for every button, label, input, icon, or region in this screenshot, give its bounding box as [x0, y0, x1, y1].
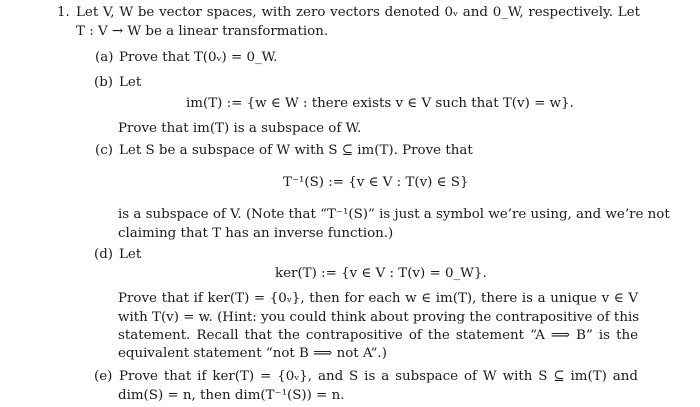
- part-d-formula: ker(T) := {v ∈ V : T(v) = 0_W}.: [275, 266, 487, 281]
- part-c-formula: T⁻¹(S) := {v ∈ V : T(v) ∈ S}: [283, 175, 469, 190]
- part-d-lead: Let: [119, 247, 142, 262]
- part-d-line3: statement. Recall that the contrapositive of the statement “A ⟹ B” is the: [118, 328, 638, 343]
- part-a-label: (a): [95, 50, 114, 65]
- part-b-lead: Let: [119, 75, 142, 90]
- problem-intro-line2: T : V → W be a linear transformation.: [76, 24, 329, 39]
- part-c-lead: Let S be a subspace of W with S ⊆ im(T). Prove that: [119, 143, 473, 158]
- part-e-label: (e): [94, 369, 113, 384]
- part-d-line2: with T(v) = w. (Hint: you could think about proving the contrapositive of this: [118, 310, 640, 325]
- part-d-label: (d): [94, 247, 114, 262]
- part-c-line1: is a subspace of V. (Note that “T⁻¹(S)” is just a symbol we’re using, and we’re not: [118, 207, 670, 222]
- problem-intro-line1: Let V, W be vector spaces, with zero vectors denoted 0ᵥ and 0_W, respectively. Let: [76, 5, 640, 20]
- part-b-formula: im(T) := {w ∈ W : there exists v ∈ V such that T(v) = w}.: [186, 96, 574, 111]
- part-d-line1: Prove that if ker(T) = {0ᵥ}, then for each w ∈ im(T), there is a unique v ∈ V: [118, 291, 638, 306]
- part-c-label: (c): [95, 143, 113, 158]
- part-c-line2: claiming that T has an inverse function.): [118, 226, 394, 241]
- part-d-line4: equivalent statement “not B ⟹ not A”.): [118, 346, 387, 361]
- part-a-text: Prove that T(0ᵥ) = 0_W.: [119, 50, 278, 65]
- problem-number: 1.: [57, 5, 70, 20]
- part-b-text: Prove that im(T) is a subspace of W.: [118, 121, 362, 136]
- part-e-line2: dim(S) = n, then dim(T⁻¹(S)) = n.: [118, 388, 345, 403]
- part-b-label: (b): [94, 75, 114, 90]
- part-e-line1: Prove that if ker(T) = {0ᵥ}, and S is a subspace of W with S ⊆ im(T) and: [119, 369, 638, 384]
